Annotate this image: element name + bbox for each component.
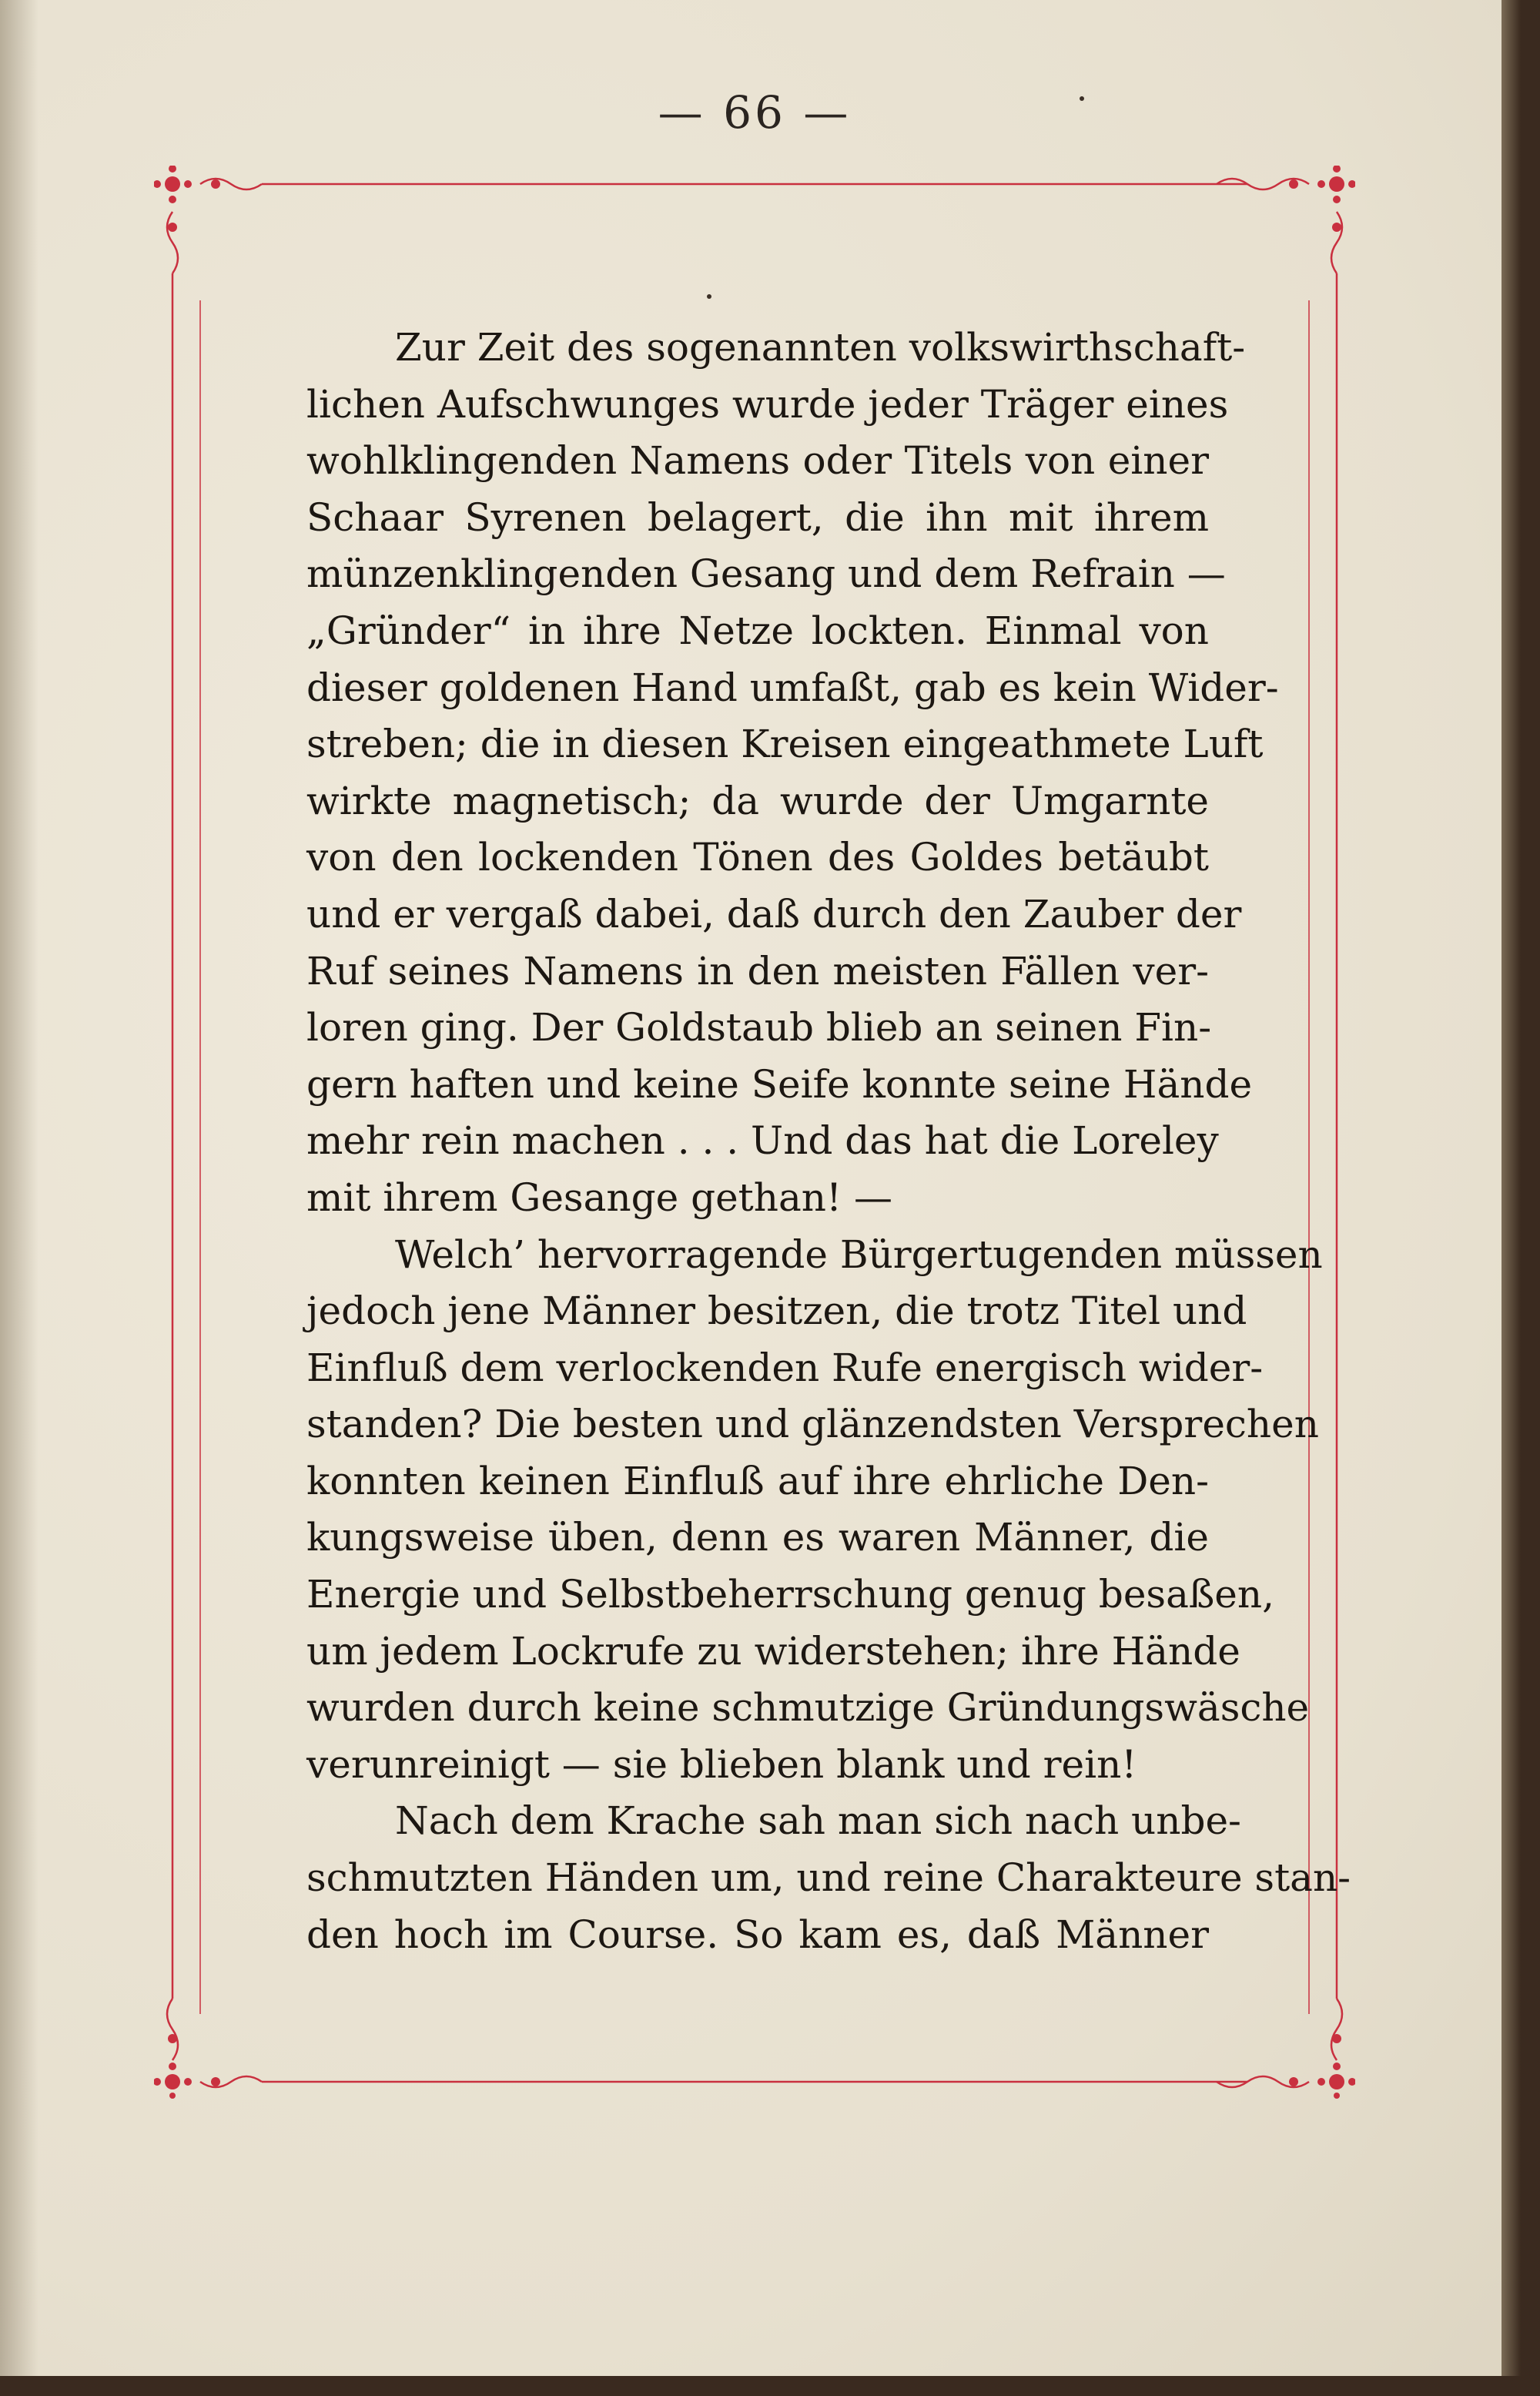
text-line: und er vergaß dabei, daß durch den Zauber der	[306, 891, 1242, 937]
text-line: schmutzten Händen um, und reine Charakteure stan-	[306, 1855, 1351, 1901]
text-line: standen? Die besten und glänzendsten Versprechen	[306, 1402, 1319, 1447]
rosette-small	[168, 2034, 177, 2043]
spine-shadow	[0, 0, 38, 2376]
text-line: gern haften und keine Seife konnte seine Hände	[306, 1061, 1253, 1107]
text-line: lichen Aufschwunges wurde jeder Träger eines	[306, 381, 1229, 427]
flourish-right-bottom	[1331, 1999, 1342, 2060]
text-line: „Gründer“ in ihre Netze lockten. Einmal von	[306, 608, 1209, 653]
rosette-small	[168, 223, 177, 232]
flourish-right-top	[1331, 212, 1342, 273]
text-line: wirkte magnetisch; da wurde der Umgarnte	[306, 778, 1209, 823]
text-line: konnten keinen Einfluß auf ihre ehrliche Den-	[306, 1458, 1209, 1503]
rosette-small	[211, 2077, 220, 2086]
ink-speck	[1080, 96, 1084, 101]
text-line: mehr rein machen . . . Und das hat die Loreley	[306, 1118, 1219, 1164]
rosette-top-right	[1317, 166, 1355, 203]
text-line: Welch’ hervorragende Bürgertugenden müssen	[395, 1232, 1323, 1277]
text-line: wurden durch keine schmutzige Gründungswäsche	[306, 1685, 1310, 1731]
text-line: münzenklingenden Gesang und dem Refrain —	[306, 551, 1226, 597]
text-line: wohlklingenden Namens oder Titels von einer	[306, 438, 1209, 484]
page-number: — 66 —	[658, 86, 852, 139]
rosette-small	[1332, 2034, 1341, 2043]
text-line: Zur Zeit des sogenannten volkswirthschaft-	[395, 325, 1246, 370]
flourish-bottom-left	[200, 2076, 262, 2087]
rosette-small	[1289, 2077, 1298, 2086]
text-line: Schaar Syrenen belagert, die ihn mit ihrem	[306, 494, 1209, 540]
text-line: Energie und Selbstbeherrschung genug besaßen,	[306, 1572, 1274, 1617]
rosette-top-left	[154, 166, 192, 203]
text-line: dieser goldenen Hand umfaßt, gab es kein Wider-	[306, 665, 1279, 710]
text-line: loren ging. Der Goldstaub blieb an seinen Fin-	[306, 1005, 1212, 1051]
text-line: Nach dem Krache sah man sich nach unbe-	[395, 1798, 1241, 1844]
text-line: streben; die in diesen Kreisen eingeathmete Luft	[306, 722, 1264, 767]
page-edge	[1502, 0, 1521, 2376]
text-line: jedoch jene Männer besitzen, die trotz Titel und	[306, 1288, 1247, 1334]
ink-speck	[707, 294, 711, 299]
flourish-top-left	[200, 179, 262, 189]
text-line: Einfluß dem verlockenden Rufe energisch wider-	[306, 1345, 1264, 1390]
body-text	[306, 320, 1351, 1963]
text-line: kungsweise üben, denn es waren Männer, die	[306, 1515, 1209, 1560]
rosette-small	[1289, 179, 1298, 189]
text-line: den hoch im Course. So kam es, daß Männer	[306, 1912, 1209, 1957]
text-line: von den lockenden Tönen des Goldes betäubt	[306, 835, 1209, 880]
rosette-small	[211, 179, 220, 189]
text-line: um jedem Lockrufe zu widerstehen; ihre Hände	[306, 1628, 1240, 1674]
flourish-left-top	[167, 212, 178, 273]
rosette-small	[1332, 223, 1341, 232]
rosette-bottom-right	[1317, 2063, 1355, 2099]
text-line: mit ihrem Gesange gethan! —	[306, 1175, 892, 1220]
text-line: verunreinigt — sie blieben blank und rein!	[306, 1741, 1137, 1787]
flourish-left-bottom	[167, 1999, 178, 2060]
rosette-bottom-left	[154, 2063, 192, 2099]
text-line: Ruf seines Namens in den meisten Fällen ver-	[306, 948, 1209, 994]
